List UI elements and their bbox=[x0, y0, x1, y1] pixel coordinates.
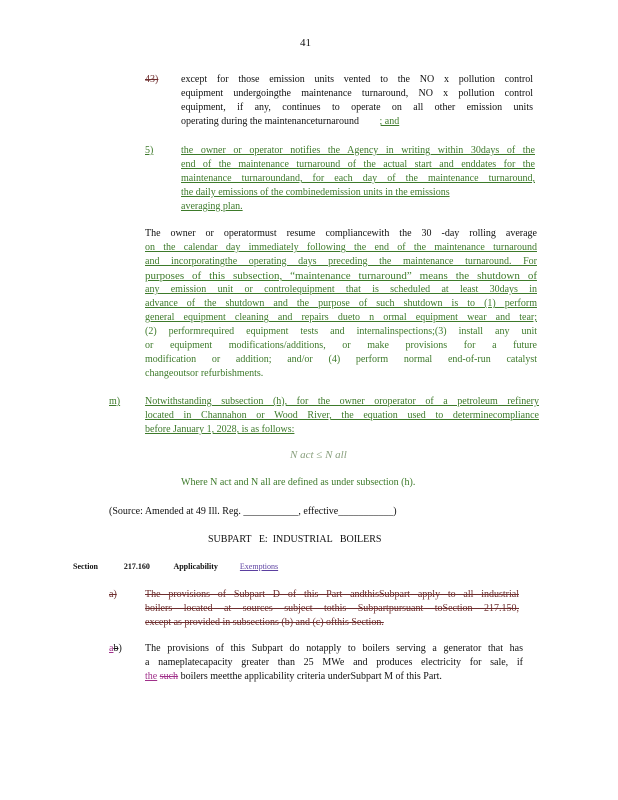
item-ab-marker-new: a bbox=[109, 643, 114, 654]
item-4-line: equipment undergoingthe maintenance turnaround, NO x pollution control bbox=[181, 88, 533, 99]
paragraph-line: (2) performrequired equipment tests and internalinspections;(3) install any unit bbox=[145, 326, 537, 337]
item-ab-insertion: the bbox=[145, 671, 158, 682]
maintenance-turnaround-paragraph bbox=[145, 227, 537, 381]
item-5-line: the daily emissions of the combinedemission units in the emissions bbox=[181, 187, 450, 198]
item-5-line: end of the maintenance turnaround of the actual start and enddates for the bbox=[181, 159, 535, 170]
paragraph-line: changeoutsor refurbishments. bbox=[145, 368, 264, 379]
source-note: (Source: Amended at 49 Ill. Reg. ___________, effective___________) bbox=[109, 506, 397, 517]
paragraph-line: on the calendar day immediately following the end of the maintenance turnaround bbox=[145, 242, 537, 253]
deleted-line: The provisions of Subpart D of this Part andthisSubpart apply to all industrial bbox=[145, 589, 519, 600]
item-4-text bbox=[181, 73, 533, 129]
paragraph-line: or equipment modifications/additions, or make provisions for a future bbox=[145, 340, 537, 351]
item-4-line: except for those emission units vented to the NO x pollution control bbox=[181, 74, 533, 85]
item-4-last-line: operating during the maintenanceturnaround bbox=[181, 116, 359, 127]
where-definition-line: Where N act and N all are defined as under subsection (h). bbox=[181, 477, 416, 488]
item-5-line: averaging plan. bbox=[181, 201, 243, 212]
item-4-insertion: ; and bbox=[379, 116, 400, 127]
deleted-line: except as provided in subsections (b) and (c) ofthis Section. bbox=[145, 617, 384, 628]
item-5-text bbox=[181, 144, 535, 214]
item-m-marker-text: m) bbox=[109, 396, 121, 407]
subpart-heading: SUBPART E: INDUSTRIAL BOILERS bbox=[208, 534, 382, 545]
item-5-line: maintenance turnaroundand, for each day of the maintenance turnaround, bbox=[181, 173, 535, 184]
section-heading bbox=[73, 562, 278, 571]
page-number: 41 bbox=[300, 37, 311, 49]
paragraph-line: any emission unit or controlequipment that is scheduled at least 30days in bbox=[145, 284, 537, 295]
item-4-marker-text: 43) bbox=[145, 74, 159, 85]
item-ab-line: The provisions of this Subpart do notapply to boilers serving a generator that has bbox=[145, 643, 523, 654]
item-ab-marker-old: b bbox=[113, 643, 119, 654]
item-m-line: Notwithstanding subsection (h), for the owner oroperator of a petroleum refinery bbox=[145, 396, 539, 407]
section-title-old: Applicability bbox=[173, 562, 218, 571]
item-a-deleted-marker bbox=[109, 588, 117, 602]
item-4-line bbox=[181, 115, 533, 129]
item-ab-text bbox=[145, 642, 523, 684]
item-m-marker bbox=[109, 395, 120, 409]
section-title-new: Exemptions bbox=[239, 562, 279, 571]
item-ab-last-text: boilers meetthe applicability criteria underSubpart M of this Part. bbox=[180, 671, 442, 682]
paragraph-line: modification or addition; and/or (4) perform normal end-of-run catalyst bbox=[145, 354, 537, 365]
item-ab-line bbox=[145, 670, 523, 684]
item-a-marker-text: a) bbox=[109, 589, 117, 600]
paragraph-line: general equipment cleaning and repairs dueto n ormal equipment wear and tear; bbox=[145, 312, 537, 323]
item-m-text bbox=[145, 395, 539, 437]
compliance-equation: N act ≤ N all bbox=[290, 449, 347, 461]
item-ab-marker bbox=[109, 642, 122, 656]
item-ab-deletion: such bbox=[159, 671, 179, 682]
item-ab-marker-close: ) bbox=[118, 643, 122, 654]
item-m-line: located in Channahon or Wood River, the equation used to determinecompliance bbox=[145, 410, 539, 421]
deleted-line: boilers located at sources subject tothis Subpartpursuant toSection 217.150, bbox=[145, 603, 519, 614]
item-5-line: the owner or operator notifies the Agency in writing within 30days of the bbox=[181, 145, 535, 156]
item-5-marker bbox=[145, 144, 153, 158]
section-number: 217.160 bbox=[123, 562, 150, 571]
item-4-marker bbox=[145, 73, 158, 87]
paragraph-line: The owner or operatormust resume compliancewith the 30 -day rolling average bbox=[145, 228, 537, 239]
item-a-deleted-text bbox=[145, 588, 519, 630]
paragraph-line: purposes of this subsection, “maintenance turnaround” means the shutdown of bbox=[145, 270, 537, 282]
section-label: Section bbox=[73, 562, 98, 571]
item-ab-line: a nameplatecapacity greater than 25 MWe and produces electricity for sale, if bbox=[145, 657, 523, 668]
paragraph-line: and incorporatingthe operating days preceding the maintenance turnaround. For bbox=[145, 256, 537, 267]
item-4-line: equipment, if any, continues to operate on all other emission units bbox=[181, 102, 533, 113]
item-m-line: before January 1, 2028, is as follows: bbox=[145, 424, 295, 435]
paragraph-line: advance of the shutdown and the purpose of such shutdown is to (1) perform bbox=[145, 298, 537, 309]
item-5-marker-text: 5) bbox=[145, 145, 154, 156]
